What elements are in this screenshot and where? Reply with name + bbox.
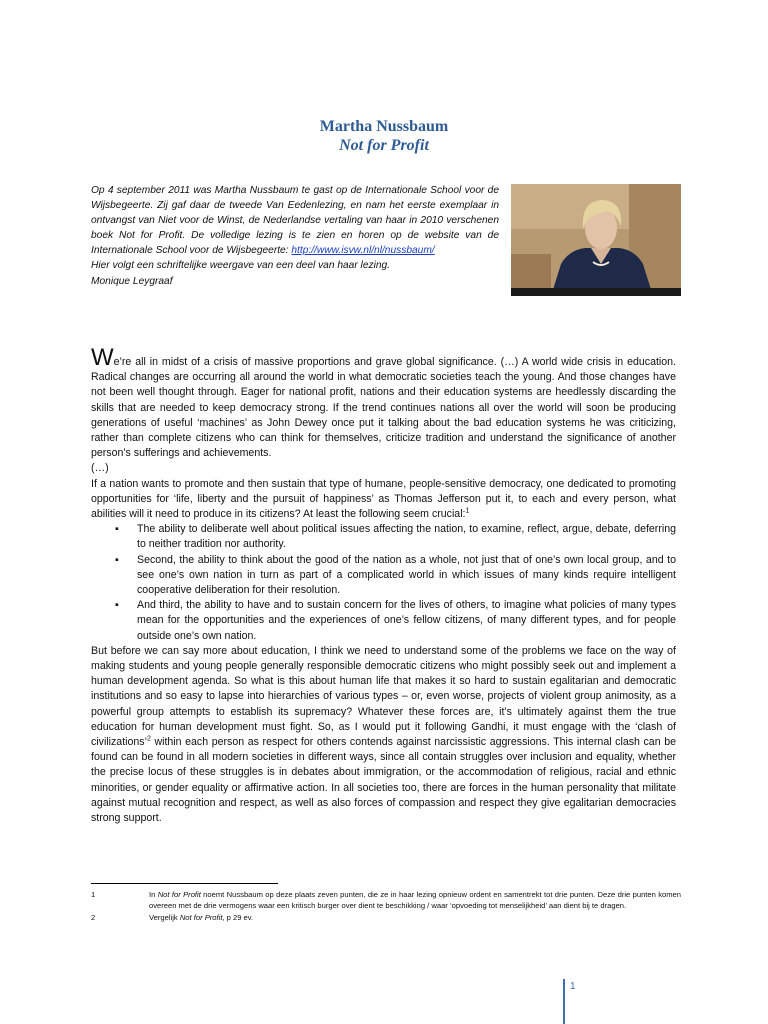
list-item [91, 553, 676, 599]
article-body [91, 344, 676, 826]
footnote-separator [91, 883, 278, 884]
paragraph-3-text-b: within each person as respect for others contends against narcissistic aggressions. This internal clash can be found can be found in all modern societies in different ways, since all contain struggles over inclusion and equality, whether the precise locus of these struggles is in debates about immigration, or the accommodation of religious, racial and ethnic minorities, or gender equality or affirmative action. In all societies too, there are forces in the human personality that militate against mutual recognition and respect, as well as also forces of compassion and respect they give egalitarian democracies strong support. [91, 736, 676, 825]
paragraph-2 [91, 477, 676, 523]
footnote-text: Vergelijk [149, 912, 180, 922]
author-name: Martha Nussbaum [319, 118, 449, 135]
intro-block [91, 183, 499, 289]
list-item [91, 598, 676, 644]
document-title [0, 117, 768, 155]
bullet-icon: ▪ [115, 599, 119, 612]
list-item-text: The ability to deliberate well about political issues affecting the nation, to examine, reflect, argue, debate, deferring to neither tradition nor authority. [137, 523, 676, 551]
ellipsis-line: (…) [91, 462, 109, 475]
paragraph-2-text: If a nation wants to promote and then sustain that type of humane, people-sensitive democracy, one dedicated to promoting opportunities for ‘life, liberty and the pursuit of happiness’ as Thomas Jefferson put it, to each and every person, what abilities will it need to produce in its citizens? At least the following seem crucial: [91, 477, 676, 521]
page-number: 1 [570, 981, 576, 992]
intro-paragraph [91, 183, 499, 258]
drop-cap: W [91, 344, 114, 371]
footnote-text: In [149, 890, 158, 899]
speaker-photo [511, 184, 681, 296]
bullet-icon: ▪ [115, 523, 119, 536]
isvw-link[interactable]: http://www.isvw.nl/nl/nussbaum/ [291, 245, 435, 257]
footnote-text: noemt Nussbaum op deze plaats zeven punten, die ze in haar lezing opnieuw ordent en samentrekt tot drie punten. Deze drie punten komen overeen met de drie vermogens waar een kritisch burger over dient te beschikking / waar ‘opvoeding tot menselijkheid’ aan dient bij te dragen. [149, 890, 682, 911]
abilities-list [91, 522, 676, 644]
list-item-text: Second, the ability to think about the good of the nation as a whole, not just that of one’s own local group, and to see one’s own nation in turn as part of a complicated world in which issues of many kinds require intelligent cooperative deliberation for their resolution. [137, 553, 676, 597]
footnotes [91, 889, 681, 923]
footnote-book-title: Not for Profit [179, 912, 223, 922]
footnote-ref-2[interactable]: 2 [146, 735, 151, 743]
paragraph-3 [91, 644, 676, 826]
footnote-2 [91, 912, 681, 923]
intro-line2: Hier volgt een schriftelijke weergave van een deel van haar lezing. [91, 260, 391, 272]
bullet-icon: ▪ [115, 553, 119, 566]
footnote-book-title: Not for Profit [157, 890, 201, 899]
intro-text: Op 4 september 2011 was Martha Nussbaum te gast op de Internationale School voor de Wijsbegeerte. Zij gaf daar de tweede Van Eedenlezing, en nam het eerste exemplaar in ontvangst van Niet voor de Winst, de Nederlandse vertaling van haar in 2010 verschenen boek Not for Profit. De volledige lezing is te zien en horen op de website van de Internationale School voor de Wijsbegeerte: [91, 185, 499, 257]
paragraph-3-text-a: But before we can say more about education, I think we need to understand some of the problems we face on the way of making students and young people generally responsible democratic citizens who might possibly seek out and implement a human development agenda. So what is this about human life that makes it so hard to sustain egalitarian and democratic institutions and so easy to lapse into hierarchies of various types – or, even worse, projects of violent group animosity, as a powerful group attempts to establish its supremacy? Whatever these forces are, it’s ultimately against them the true education for human development must fight. So, as I would put it following Gandhi, it must engage with the ‘clash of civilizations’ [91, 644, 676, 749]
paragraph-1-text: e’re all in midst of a crisis of massive proportions and grave global significance. (…) A world wide crisis in education. Radical changes are occurring all around the world in what democratic societies teach the young. And those changes have not been well thought through. Eager for national profit, nations and their education systems are heedlessly discarding the skills that are needed to keep democracy strong. If the trend continues nations all over the world will soon be producing generations of useful ‘machines’ as John Dewey once put it talking about the bad education systems he was criticizing, rather than complete citizens who can think for themselves, criticize tradition and understand the significance of another person’s sufferings and achievements. [91, 356, 676, 460]
list-item-text: And third, the ability to have and to sustain concern for the lives of others, to imagine what policies of many types mean for the opportunities and the experiences of one’s fellow citizens, of many different types, and for people outside one’s own nation. [137, 599, 676, 642]
list-item [91, 522, 676, 552]
page-number-bar [563, 979, 565, 1024]
footnote-text: , p 29 ev. [222, 912, 254, 922]
footnote-ref-1[interactable]: 1 [465, 507, 470, 515]
footnote-number: 2 [91, 912, 96, 922]
footnote-1 [91, 889, 681, 912]
intro-signature: Monique Leygraaf [91, 275, 173, 287]
paragraph-1 [91, 344, 676, 461]
footnote-number: 1 [91, 890, 96, 899]
book-title: Not for Profit [339, 137, 429, 154]
